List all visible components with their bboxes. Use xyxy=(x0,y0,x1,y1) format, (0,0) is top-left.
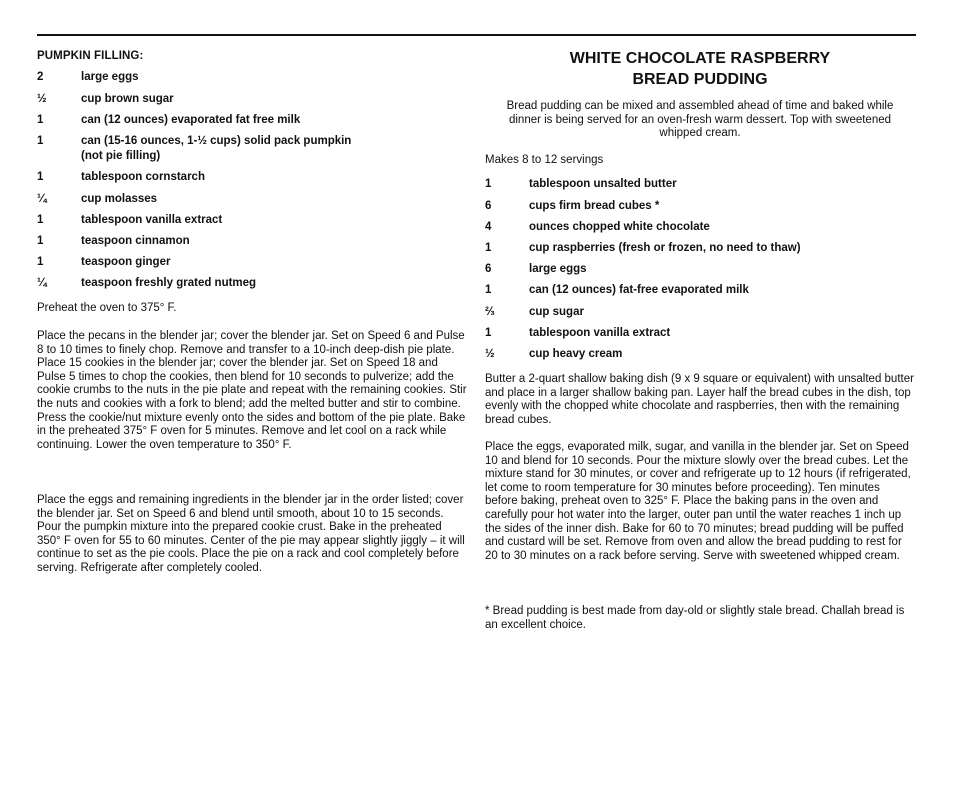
instruction-paragraph: Place the eggs, evaporated milk, sugar, and vanilla in the blender jar. Set on Speed 10 and blend for 10 seconds. Pour the mixture slowly over the bread cubes. Let the mixture stand for 30 minutes, or cover and refrigerate up to 12 hours (if refrigerated, let come to room temperature for 30 minutes before proceeding). Ten minutes before baking, preheat oven to 325° F. Place the baking pans in the oven and carefully pour hot water into the larger, outer pan until the water reaches 1 inch up the sides of the inner dish. Bake for 60 to 70 minutes; bread pudding will be puffed and custard will be set. Remove from oven and allow the bread pudding to rest for 20 to 30 minutes on a rack before serving. Serve with sweetened whipped cream. xyxy=(485,441,911,562)
ingredient-text-continued: (not pie filling) xyxy=(81,150,161,162)
ingredient-qty: ¼ xyxy=(37,193,47,205)
ingredient-qty: 2 xyxy=(37,71,44,83)
recipe-title xyxy=(485,48,915,90)
ingredient-qty: 6 xyxy=(485,200,492,212)
ingredient-qty: 1 xyxy=(37,256,44,268)
ingredient-text: tablespoon unsalted butter xyxy=(529,178,677,190)
ingredient-qty: ¼ xyxy=(37,277,47,289)
ingredient-text: can (15-16 ounces, 1-½ cups) solid pack pumpkin xyxy=(81,135,352,147)
ingredient-text: teaspoon freshly grated nutmeg xyxy=(81,277,257,289)
ingredient-qty: 1 xyxy=(37,135,44,147)
ingredient-qty: 1 xyxy=(37,171,44,183)
ingredient-text: teaspoon cinnamon xyxy=(81,235,190,247)
ingredient-text: cup brown sugar xyxy=(81,93,174,105)
ingredient-qty: 1 xyxy=(37,214,44,226)
ingredient-text: tablespoon cornstarch xyxy=(81,171,205,183)
ingredient-qty: ½ xyxy=(37,93,47,105)
ingredient-row xyxy=(37,134,467,164)
top-rule xyxy=(37,34,916,36)
instruction-paragraph: Butter a 2-quart shallow baking dish (9 x 9 square or equivalent) with unsalted butter and place in a larger shallow baking pan. Layer half the bread cubes in the dish, top evenly with the chopped white chocolate and raspberries, then with the remaining bread cubes. xyxy=(485,373,914,426)
ingredient-qty: ⅔ xyxy=(485,306,495,318)
recipe-intro: Bread pudding can be mixed and assembled ahead of time and baked while dinner is being served for an oven-fresh warm dessert. Top with sweetened whipped cream. xyxy=(506,100,894,140)
ingredient-qty: 1 xyxy=(485,327,492,339)
ingredient-qty: 1 xyxy=(37,235,44,247)
ingredient-text: cup molasses xyxy=(81,193,158,205)
instruction-paragraph: Place the eggs and remaining ingredients in the blender jar in the order listed; cover the blender jar. Set on Speed 6 and blend until smooth, about 10 to 15 seconds. Pour the pumpkin mixture into the prepared cookie crust. Bake in the preheated 350° F oven for 55 to 60 minutes. Center of the pie may appear slightly jiggly – it will continue to set as the pie cools. Place the pie on a rack and cool completely before serving. Refrigerate after completely cooled. xyxy=(37,494,465,574)
ingredient-qty: ½ xyxy=(485,348,495,360)
instruction-paragraph: Preheat the oven to 375° F. xyxy=(37,302,177,314)
recipe-title-line: WHITE CHOCOLATE RASPBERRY xyxy=(569,50,831,67)
servings-text: Makes 8 to 12 servings xyxy=(485,154,604,166)
ingredient-text: tablespoon vanilla extract xyxy=(81,214,223,226)
instruction-paragraph: Place the pecans in the blender jar; cover the blender jar. Set on Speed 6 and Pulse 8 to 10 times to finely chop. Remove and transfer to a 10-inch deep-dish pie plate. Place 15 cookies in the blender jar; cover the blender jar. Set on Speed 18 and Pulse 5 times to chop the cookies, then blend for 10 seconds to pulverize; add the cookie crumbs to the nuts in the pie plate and repeat with the remaining cookies. Stir the nuts and cookies with a fork to blend; add the melted butter and stir to combine. Press the cookie/nut mixture evenly onto the sides and bottom of the pie plate. Bake in the preheated 375° F oven for 5 minutes. Remove and let cool on a rack while continuing. Lower the oven temperature to 350° F. xyxy=(37,330,467,451)
pumpkin-filling-heading: PUMPKIN FILLING: xyxy=(37,50,144,62)
ingredient-text: tablespoon vanilla extract xyxy=(529,327,671,339)
ingredient-text: cup sugar xyxy=(529,306,584,318)
ingredient-qty: 1 xyxy=(485,284,492,296)
ingredient-qty: 1 xyxy=(485,178,492,190)
ingredient-text: cups firm bread cubes * xyxy=(529,200,660,212)
ingredient-qty: 6 xyxy=(485,263,492,275)
ingredient-text: ounces chopped white chocolate xyxy=(529,221,710,233)
ingredient-text: cup heavy cream xyxy=(529,348,623,360)
ingredient-text: large eggs xyxy=(529,263,587,275)
ingredient-text: can (12 ounces) fat-free evaporated milk xyxy=(529,284,749,296)
recipe-title-line: BREAD PUDDING xyxy=(632,71,768,88)
ingredient-text: can (12 ounces) evaporated fat free milk xyxy=(81,114,301,126)
ingredient-qty: 4 xyxy=(485,221,492,233)
ingredient-text: teaspoon ginger xyxy=(81,256,171,268)
ingredient-text: cup raspberries (fresh or frozen, no need to thaw) xyxy=(529,242,801,254)
ingredient-text: large eggs xyxy=(81,71,139,83)
ingredient-qty: 1 xyxy=(485,242,492,254)
ingredient-qty: 1 xyxy=(37,114,44,126)
footnote: * Bread pudding is best made from day-old or slightly stale bread. Challah bread is an excellent choice. xyxy=(485,605,905,631)
